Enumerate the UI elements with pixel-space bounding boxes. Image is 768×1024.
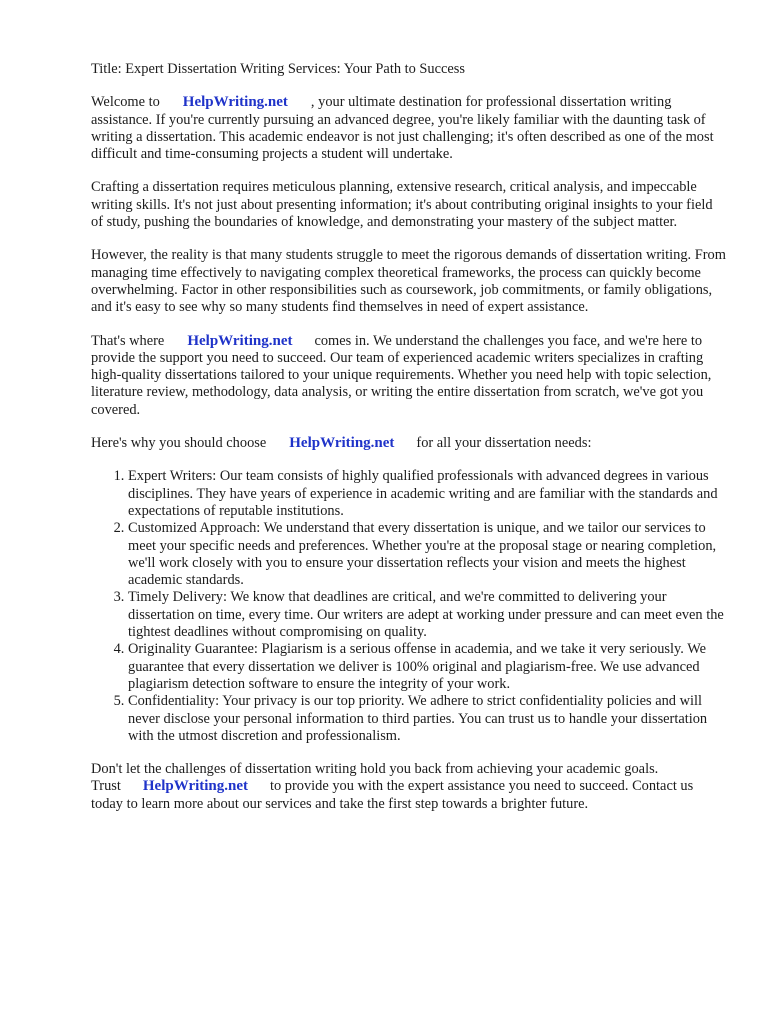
closing-line-1: Don't let the challenges of dissertation writing hold you back from achieving your academic goals. <box>91 761 659 778</box>
document-page <box>91 61 727 829</box>
helpwriting-link-2[interactable]: HelpWriting.net <box>187 332 293 349</box>
document-title: Title: Expert Dissertation Writing Services: Your Path to Success <box>91 61 465 77</box>
thats-where-rest: comes in. We understand the challenges you face, and we're here to provide the support you need to succeed. Our team of experienced academic writers specializes in crafting high-quality dissertations tailored to your unique requirements. Whether you need help with topic selection, literature review, methodology, data analysis, or writing the entire dissertation from scratch, we've got you covered. <box>91 332 712 418</box>
closing-trust-text: Trust <box>91 778 121 795</box>
paragraph-thats-where <box>91 333 727 419</box>
closing-rest: to provide you with the expert assistance you need to succeed. Contact us today to learn more about our services and take the first step towards a brighter future. <box>91 778 694 812</box>
list-item-expert-writers: 1. Expert Writers: Our team consists of highly qualified professionals with advanced degrees in various disciplines. They have years of experience in academic writing and are familiar with the standards and expectations of reputable institutions. <box>128 468 727 520</box>
paragraph-crafting: Crafting a dissertation requires meticulous planning, extensive research, critical analysis, and impeccable writing skills. It's not just about presenting information; it's about contributing original insights to your field of study, pushing the boundaries of knowledge, and demonstrating your mastery of the subject matter. <box>91 179 713 231</box>
helpwriting-link-1[interactable]: HelpWriting.net <box>182 94 288 111</box>
welcome-text: Welcome to <box>91 94 160 111</box>
thats-where-text: That's where <box>91 332 165 349</box>
list-item-confidentiality: 5. Confidentiality: Your privacy is our top priority. We adhere to strict confidentiality policies and will never disclose your personal information to third parties. You can trust us to handle your dissertation with the utmost discretion and professionalism. <box>128 693 727 745</box>
paragraph-why-choose <box>91 435 727 452</box>
list-item-timely-delivery: 3. Timely Delivery: We know that deadlines are critical, and we're committed to delivering your dissertation on time, every time. Our writers are adept at working under pressure and can meet even the tightest deadlines without compromising on quality. <box>128 589 727 641</box>
why-choose-rest: for all your dissertation needs: <box>416 435 592 452</box>
why-choose-text: Here's why you should choose <box>91 435 267 452</box>
helpwriting-link-3[interactable]: HelpWriting.net <box>289 435 395 452</box>
paragraph-however: However, the reality is that many students struggle to meet the rigorous demands of dissertation writing. From managing time effectively to navigating complex theoretical frameworks, the process can quickly become overwhelming. Factor in other responsibilities such as coursework, job commitments, or family obligations, and it's easy to see why so many students find themselves in need of expert assistance. <box>91 247 726 316</box>
reasons-list <box>91 468 727 745</box>
list-item-originality-guarantee: 4. Originality Guarantee: Plagiarism is a serious offense in academia, and we take it very seriously. We guarantee that every dissertation we deliver is 100% original and plagiarism-free. We use advanced plagiarism detection software to ensure the integrity of your work. <box>128 641 727 693</box>
paragraph-closing <box>91 761 727 813</box>
welcome-rest: , your ultimate destination for professional dissertation writing assistance. If you're currently pursuing an advanced degree, you're likely familiar with the daunting task of writing a dissertation. This academic endeavor is not just challenging; it's often described as one of the most difficult and time-consuming projects a student will undertake. <box>91 94 714 163</box>
list-item-customized-approach: 2. Customized Approach: We understand that every dissertation is unique, and we tailor our services to meet your specific needs and preferences. Whether you're at the proposal stage or nearing completion, we'll work closely with you to ensure your dissertation reflects your vision and meets the highest academic standards. <box>128 520 727 589</box>
paragraph-welcome <box>91 94 727 163</box>
helpwriting-link-4[interactable]: HelpWriting.net <box>142 778 249 795</box>
